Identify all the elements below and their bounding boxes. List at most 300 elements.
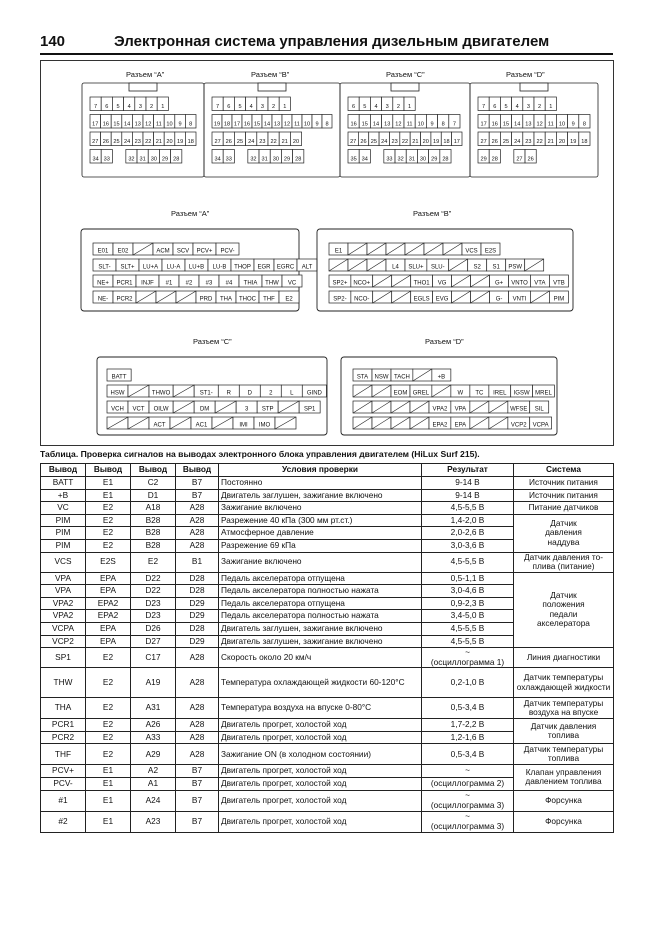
pin-number: 26 xyxy=(491,139,498,145)
pin-signal: VCS xyxy=(465,248,478,255)
pin-number: 26 xyxy=(225,139,232,145)
pin-number: 21 xyxy=(155,139,163,145)
pin-signal: R xyxy=(226,390,231,397)
pin-number: 27 xyxy=(516,156,523,163)
cell-pin2: E2 xyxy=(86,719,131,732)
cell-system: Форсунка xyxy=(514,811,614,832)
pin-number: 14 xyxy=(372,121,380,128)
pin-signal: VG xyxy=(437,280,447,287)
cell-pin1: PCV+ xyxy=(41,765,86,778)
cell-conditions: Педаль акселератора полностью нажата xyxy=(219,610,422,623)
pin-signal: LU+B xyxy=(188,264,205,271)
cell-system xyxy=(514,765,614,790)
pin-signal: VCT xyxy=(132,406,145,413)
col-header-pin2: Вывод xyxy=(86,464,131,477)
cell-conditions: Двигатель прогрет, холостой ход xyxy=(219,790,422,811)
cell-pin2: E2 xyxy=(86,744,131,765)
cell-pin3: A2 xyxy=(131,765,176,778)
pin-number: 5 xyxy=(363,104,367,110)
cell-system xyxy=(514,572,614,648)
pin-number: 32 xyxy=(128,156,135,163)
pin-number: 15 xyxy=(361,121,368,128)
pin-signal: VCP2 xyxy=(510,422,527,429)
pin-signal: HSW xyxy=(110,390,125,397)
pin-signal: THOC xyxy=(239,296,256,303)
pin-signal: ACT xyxy=(153,422,166,429)
cell-result: (осциллограмма 2) xyxy=(422,777,514,790)
cell-pin1: THA xyxy=(41,698,86,719)
pin-signal: L4 xyxy=(392,264,399,271)
pin-signal: EGLS xyxy=(413,296,430,303)
pin-signal: THO1 xyxy=(413,280,430,287)
cell-result: 3,0-4,6 В xyxy=(422,585,514,598)
pin-number: 7 xyxy=(94,104,98,110)
cell-pin3: E2 xyxy=(131,552,176,572)
pin-signal: SCV xyxy=(176,248,190,255)
pin-number: 12 xyxy=(145,121,152,128)
pin-number: 28 xyxy=(173,156,180,163)
cell-pin4: B7 xyxy=(176,777,219,790)
pin-number: 6 xyxy=(493,104,497,110)
cell-pin2: E1 xyxy=(86,765,131,778)
pin-number: 22 xyxy=(145,139,152,145)
table-row xyxy=(41,744,614,765)
cell-pin2: E2 xyxy=(86,731,131,744)
cell-system-line: Датчик xyxy=(550,517,577,528)
pin-number: 7 xyxy=(482,104,486,110)
pin-number: 25 xyxy=(370,139,378,145)
connector-label-a: Разъем “A” xyxy=(171,209,210,218)
cell-conditions: Педаль акселератора полностью нажата xyxy=(219,585,422,598)
cell-pin3: A29 xyxy=(131,744,176,765)
pin-number: 16 xyxy=(491,121,498,128)
cell-pin4: B1 xyxy=(176,552,219,572)
cell-pin2: E2 xyxy=(86,539,131,552)
pin-signal: PCV- xyxy=(220,248,235,255)
pin-number: 26 xyxy=(360,139,367,145)
cell-pin1: VCP2 xyxy=(41,635,86,648)
cell-conditions: Педаль акселератора отпущена xyxy=(219,572,422,585)
connector-latch xyxy=(391,83,419,91)
page-title: Электронная система управления дизельным двигателем xyxy=(114,33,550,50)
pin-number: 23 xyxy=(134,139,141,145)
pin-number: 20 xyxy=(166,139,173,145)
cell-result: 4,5-5,5 В xyxy=(422,622,514,635)
pin-number: 24 xyxy=(514,139,521,145)
pin-number: 31 xyxy=(261,156,268,163)
cell-pin3: D1 xyxy=(131,489,176,502)
table-row xyxy=(41,719,614,732)
cell-result: 1,4-2,0 В xyxy=(422,514,514,527)
table-row xyxy=(41,811,614,832)
pin-number: 13 xyxy=(273,121,281,128)
cell-conditions: Постоянно xyxy=(219,477,422,490)
connector-label-top: Разъем “A” xyxy=(126,70,165,79)
cell-pin3: A18 xyxy=(131,502,176,515)
pin-number: 19 xyxy=(432,139,440,145)
pin-signal: 3 xyxy=(244,406,249,413)
cell-result: 4,5-5,5 В xyxy=(422,635,514,648)
pin-number: 19 xyxy=(213,121,221,128)
pin-number: 3 xyxy=(385,104,389,110)
pin-signal: SIL xyxy=(534,406,544,413)
cell-conditions: Двигатель прогрет, холостой ход xyxy=(219,719,422,732)
pin-signal: ALT xyxy=(301,264,313,271)
pin-number: 28 xyxy=(295,156,302,163)
pin-signal: IGSW xyxy=(513,390,530,397)
pin-number: 6 xyxy=(227,104,231,110)
pin-number: 9 xyxy=(571,121,575,128)
col-header-pin3: Вывод xyxy=(131,464,176,477)
cell-result: 3,0-3,6 В xyxy=(422,539,514,552)
cell-conditions: Двигатель заглушен, зажигание включено xyxy=(219,622,422,635)
col-header-conditions: Условия проверки xyxy=(219,464,422,477)
pin-number: 20 xyxy=(422,139,429,145)
cell-pin3: D23 xyxy=(131,610,176,623)
cell-pin4: D28 xyxy=(176,622,219,635)
col-header-system: Система xyxy=(514,464,614,477)
page-header xyxy=(40,33,613,55)
pin-number: 29 xyxy=(283,156,291,163)
pin-number: 1 xyxy=(161,104,165,110)
pin-number: 23 xyxy=(259,139,266,145)
connector-diagram xyxy=(41,61,613,445)
pin-signal: IREL xyxy=(493,390,507,397)
pin-number: 22 xyxy=(401,139,409,145)
connector-label-d: Разъем “D” xyxy=(425,337,464,346)
pin-signal: TACH xyxy=(393,374,410,381)
cell-system: Датчик давления то-плива (питание) xyxy=(514,552,614,572)
cell-pin2: EPA2 xyxy=(86,597,131,610)
cell-conditions: Разрежение 69 кПа xyxy=(219,539,422,552)
cell-conditions: Двигатель прогрет, холостой ход xyxy=(219,731,422,744)
cell-pin2: E1 xyxy=(86,777,131,790)
cell-pin3: B28 xyxy=(131,514,176,527)
cell-pin3: A23 xyxy=(131,811,176,832)
pin-signal: PCV+ xyxy=(196,248,213,255)
cell-pin4: D29 xyxy=(176,635,219,648)
pin-number: 19 xyxy=(176,139,184,145)
pin-signal: VTA xyxy=(534,280,546,287)
cell-pin3: B28 xyxy=(131,527,176,540)
page-number: 140 xyxy=(40,33,66,50)
table-row xyxy=(41,790,614,811)
cell-result: ~ xyxy=(422,765,514,778)
pin-number: 3 xyxy=(138,104,142,110)
pin-signal: DM xyxy=(199,406,210,413)
cell-pin2: EPA xyxy=(86,585,131,598)
pin-number: 27 xyxy=(92,139,99,145)
pin-signal: S2 xyxy=(473,264,481,271)
cell-pin1: VPA xyxy=(41,572,86,585)
pin-signal: E2S xyxy=(484,248,497,255)
pin-number: 22 xyxy=(536,139,543,145)
cell-pin3: C17 xyxy=(131,648,176,668)
cell-pin4: A28 xyxy=(176,698,219,719)
pin-number: 34 xyxy=(361,156,368,163)
pin-number: 4 xyxy=(249,104,253,110)
cell-pin3: A19 xyxy=(131,668,176,698)
cell-pin4: A28 xyxy=(176,719,219,732)
pin-number: 26 xyxy=(527,156,534,163)
pin-number: 4 xyxy=(515,104,519,110)
pin-signal: E1 xyxy=(334,248,343,255)
pin-signal: THOP xyxy=(234,264,251,271)
pin-number: 19 xyxy=(570,139,577,145)
cell-pin1: PCR2 xyxy=(41,731,86,744)
cell-result: 4,5-5,5 В xyxy=(422,502,514,515)
pin-signal: PRD xyxy=(199,296,213,303)
pin-signal: EOM xyxy=(393,390,408,397)
pin-number: 6 xyxy=(352,104,356,110)
pin-number: 6 xyxy=(105,104,109,110)
connector-label-top: Разъем “D” xyxy=(506,70,545,79)
pin-number: 32 xyxy=(397,156,404,163)
pin-number: 12 xyxy=(536,121,543,128)
cell-system-line: педали xyxy=(549,608,578,619)
pin-signal: SLU- xyxy=(430,264,445,271)
pin-number: 7 xyxy=(216,104,220,110)
pin-signal: PSW xyxy=(508,264,523,271)
col-header-pin1: Вывод xyxy=(41,464,86,477)
cell-conditions: Двигатель заглушен, зажигание включено xyxy=(219,489,422,502)
cell-result: 0,5-1,1 В xyxy=(422,572,514,585)
pin-signal: OILW xyxy=(153,406,169,413)
cell-result: 9-14 В xyxy=(422,489,514,502)
cell-result: 0,2-1,0 В xyxy=(422,668,514,698)
cell-result: ~ (осциллограмма 1) xyxy=(422,648,514,668)
cell-pin4: A28 xyxy=(176,514,219,527)
pin-signal: EPA xyxy=(454,422,467,429)
cell-pin3: A33 xyxy=(131,731,176,744)
pin-number: 10 xyxy=(166,121,173,128)
cell-system xyxy=(514,719,614,744)
cell-pin2: E1 xyxy=(86,489,131,502)
pin-number: 15 xyxy=(253,121,261,128)
pin-number: 14 xyxy=(123,121,131,128)
cell-pin2: EPA xyxy=(86,572,131,585)
connector-latch xyxy=(258,83,286,91)
pin-number: 2 xyxy=(272,104,276,110)
cell-conditions: Двигатель прогрет, холостой ход xyxy=(219,811,422,832)
pin-number: 1 xyxy=(549,104,553,110)
cell-pin2: E2 xyxy=(86,698,131,719)
pin-number: 12 xyxy=(283,121,291,128)
pin-signal: THW xyxy=(265,280,279,287)
pin-signal: #4 xyxy=(225,280,233,287)
cell-pin4: A28 xyxy=(176,731,219,744)
pin-number: 12 xyxy=(395,121,402,128)
cell-pin2: E2S xyxy=(86,552,131,572)
cell-pin1: VPA xyxy=(41,585,86,598)
pin-signal: VTB xyxy=(553,280,565,287)
cell-result: 0,9-2,3 В xyxy=(422,597,514,610)
pin-number: 5 xyxy=(238,104,242,110)
pin-signal: SLT- xyxy=(98,264,111,271)
pin-signal: #1 xyxy=(165,280,173,287)
pin-signal: G- xyxy=(495,296,503,303)
cell-pin3: A26 xyxy=(131,719,176,732)
cell-conditions: Двигатель прогрет, холостой ход xyxy=(219,777,422,790)
cell-conditions: Температура воздуха на впуске 0-80°С xyxy=(219,698,422,719)
pin-number: 14 xyxy=(263,121,271,128)
cell-pin1: +B xyxy=(41,489,86,502)
pin-signal: S1 xyxy=(492,264,500,271)
pin-number: 11 xyxy=(406,121,413,128)
pin-number: 5 xyxy=(504,104,508,110)
pin-number: 13 xyxy=(384,121,391,128)
cell-system: Питание датчиков xyxy=(514,502,614,515)
cell-pin1: #2 xyxy=(41,811,86,832)
cell-pin2: E2 xyxy=(86,668,131,698)
pin-number: 8 xyxy=(325,121,329,128)
pin-number: 34 xyxy=(214,156,221,163)
pin-number: 31 xyxy=(408,156,415,163)
cell-system-line: Клапан управления xyxy=(525,766,602,777)
cell-pin4: B7 xyxy=(176,477,219,490)
cell-pin2: E1 xyxy=(86,477,131,490)
cell-system-line: акселератора xyxy=(537,618,590,629)
cell-pin3: A1 xyxy=(131,777,176,790)
cell-pin2: EPA xyxy=(86,622,131,635)
cell-pin1: PIM xyxy=(41,514,86,527)
pin-number: 3 xyxy=(260,104,264,110)
pin-signal: EPA2 xyxy=(432,422,448,429)
pin-number: 31 xyxy=(139,156,146,163)
signal-check-table xyxy=(40,463,614,833)
connector-latch xyxy=(129,83,157,91)
pin-number: 8 xyxy=(441,121,445,128)
pin-number: 25 xyxy=(236,139,244,145)
pin-signal: #3 xyxy=(205,280,213,287)
cell-system: Источник питания xyxy=(514,477,614,490)
pin-number: 24 xyxy=(248,139,255,145)
pin-signal: THA xyxy=(220,296,232,303)
pin-signal: LU+A xyxy=(142,264,159,271)
cell-pin3: B28 xyxy=(131,539,176,552)
cell-result: 0,5-3,4 В xyxy=(422,698,514,719)
cell-pin1: THF xyxy=(41,744,86,765)
cell-pin4: A28 xyxy=(176,668,219,698)
cell-pin2: EPA2 xyxy=(86,610,131,623)
pin-signal: W xyxy=(457,390,464,397)
pin-number: 10 xyxy=(558,121,566,128)
cell-pin1: VCS xyxy=(41,552,86,572)
cell-conditions: Разрежение 40 кПа (300 мм рт.ст.) xyxy=(219,514,422,527)
cell-system: Линия диагностики xyxy=(514,648,614,668)
cell-result: 3,4-5,0 В xyxy=(422,610,514,623)
cell-result: 4,5-5,5 В xyxy=(422,552,514,572)
cell-pin3: D22 xyxy=(131,572,176,585)
pin-signal: NSW xyxy=(374,374,389,381)
pin-number: 1 xyxy=(408,104,412,110)
pin-signal: VC xyxy=(287,280,297,287)
pin-signal: 2 xyxy=(269,390,273,397)
table-row xyxy=(41,648,614,668)
pin-number: 11 xyxy=(155,121,162,128)
pin-number: 34 xyxy=(92,156,99,163)
pin-number: 25 xyxy=(502,139,510,145)
pin-number: 15 xyxy=(113,121,120,128)
pin-signal: EGRC xyxy=(276,264,295,271)
table-row xyxy=(41,698,614,719)
table-row xyxy=(41,477,614,490)
pin-signal: IMI xyxy=(239,422,248,429)
pin-number: 2 xyxy=(538,104,542,110)
pin-signal: NE+ xyxy=(97,280,109,287)
pin-signal: AC1 xyxy=(195,422,208,429)
pin-number: 20 xyxy=(292,139,300,145)
pin-number: 2 xyxy=(396,104,400,110)
cell-pin3: D23 xyxy=(131,597,176,610)
pin-number: 16 xyxy=(102,121,110,128)
cell-conditions: Температура охлаждающей жидкости 60-120°С xyxy=(219,668,422,698)
pin-signal: PCR2 xyxy=(116,296,133,303)
cell-pin4: D28 xyxy=(176,585,219,598)
cell-result: ~ (осциллограмма 3) xyxy=(422,811,514,832)
col-header-pin4: Вывод xyxy=(176,464,219,477)
pin-signal: VCPA xyxy=(532,422,549,429)
cell-system: Датчик температуры охлаждающей жидкости xyxy=(514,668,614,698)
cell-pin4: A28 xyxy=(176,648,219,668)
pin-number: 18 xyxy=(581,139,588,145)
cell-pin4: D29 xyxy=(176,597,219,610)
cell-pin4: D29 xyxy=(176,610,219,623)
cell-system-line: Датчик давления xyxy=(530,720,597,731)
cell-result: 9-14 В xyxy=(422,477,514,490)
cell-pin4: D28 xyxy=(176,572,219,585)
cell-system: Форсунка xyxy=(514,790,614,811)
cell-pin3: D27 xyxy=(131,635,176,648)
cell-pin1: #1 xyxy=(41,790,86,811)
cell-pin4: B7 xyxy=(176,790,219,811)
cell-pin4: A28 xyxy=(176,539,219,552)
pin-number: 10 xyxy=(417,121,424,128)
pin-number: 16 xyxy=(350,121,357,128)
cell-result: 2,0-2,6 В xyxy=(422,527,514,540)
pin-number: 32 xyxy=(250,156,257,163)
cell-pin1: BATT xyxy=(41,477,86,490)
pin-number: 27 xyxy=(480,139,487,145)
pin-number: 35 xyxy=(350,156,357,163)
pin-signal: SLT+ xyxy=(120,264,135,271)
pin-signal: NCO- xyxy=(354,296,370,303)
cell-result: 0,5-3,4 В xyxy=(422,744,514,765)
pin-signal: TC xyxy=(475,390,484,397)
pin-number: 24 xyxy=(381,139,388,145)
cell-pin4: A28 xyxy=(176,502,219,515)
pin-number: 29 xyxy=(161,156,169,163)
pin-number: 17 xyxy=(453,139,460,145)
pin-signal: NCO+ xyxy=(353,280,371,287)
col-header-result: Результат xyxy=(422,464,514,477)
pin-number: 23 xyxy=(391,139,398,145)
cell-conditions: Двигатель заглушен, зажигание включено xyxy=(219,635,422,648)
cell-pin3: A24 xyxy=(131,790,176,811)
pin-number: 28 xyxy=(491,156,498,163)
cell-pin2: E2 xyxy=(86,502,131,515)
cell-pin2: E1 xyxy=(86,790,131,811)
pin-number: 13 xyxy=(134,121,141,128)
pin-number: 5 xyxy=(116,104,120,110)
pin-number: 21 xyxy=(547,139,554,145)
cell-system xyxy=(514,514,614,552)
cell-pin1: VPA2 xyxy=(41,597,86,610)
pin-number: 11 xyxy=(547,121,554,128)
cell-pin4: B7 xyxy=(176,765,219,778)
pin-signal: MREL xyxy=(535,390,552,397)
pin-number: 7 xyxy=(452,121,456,128)
